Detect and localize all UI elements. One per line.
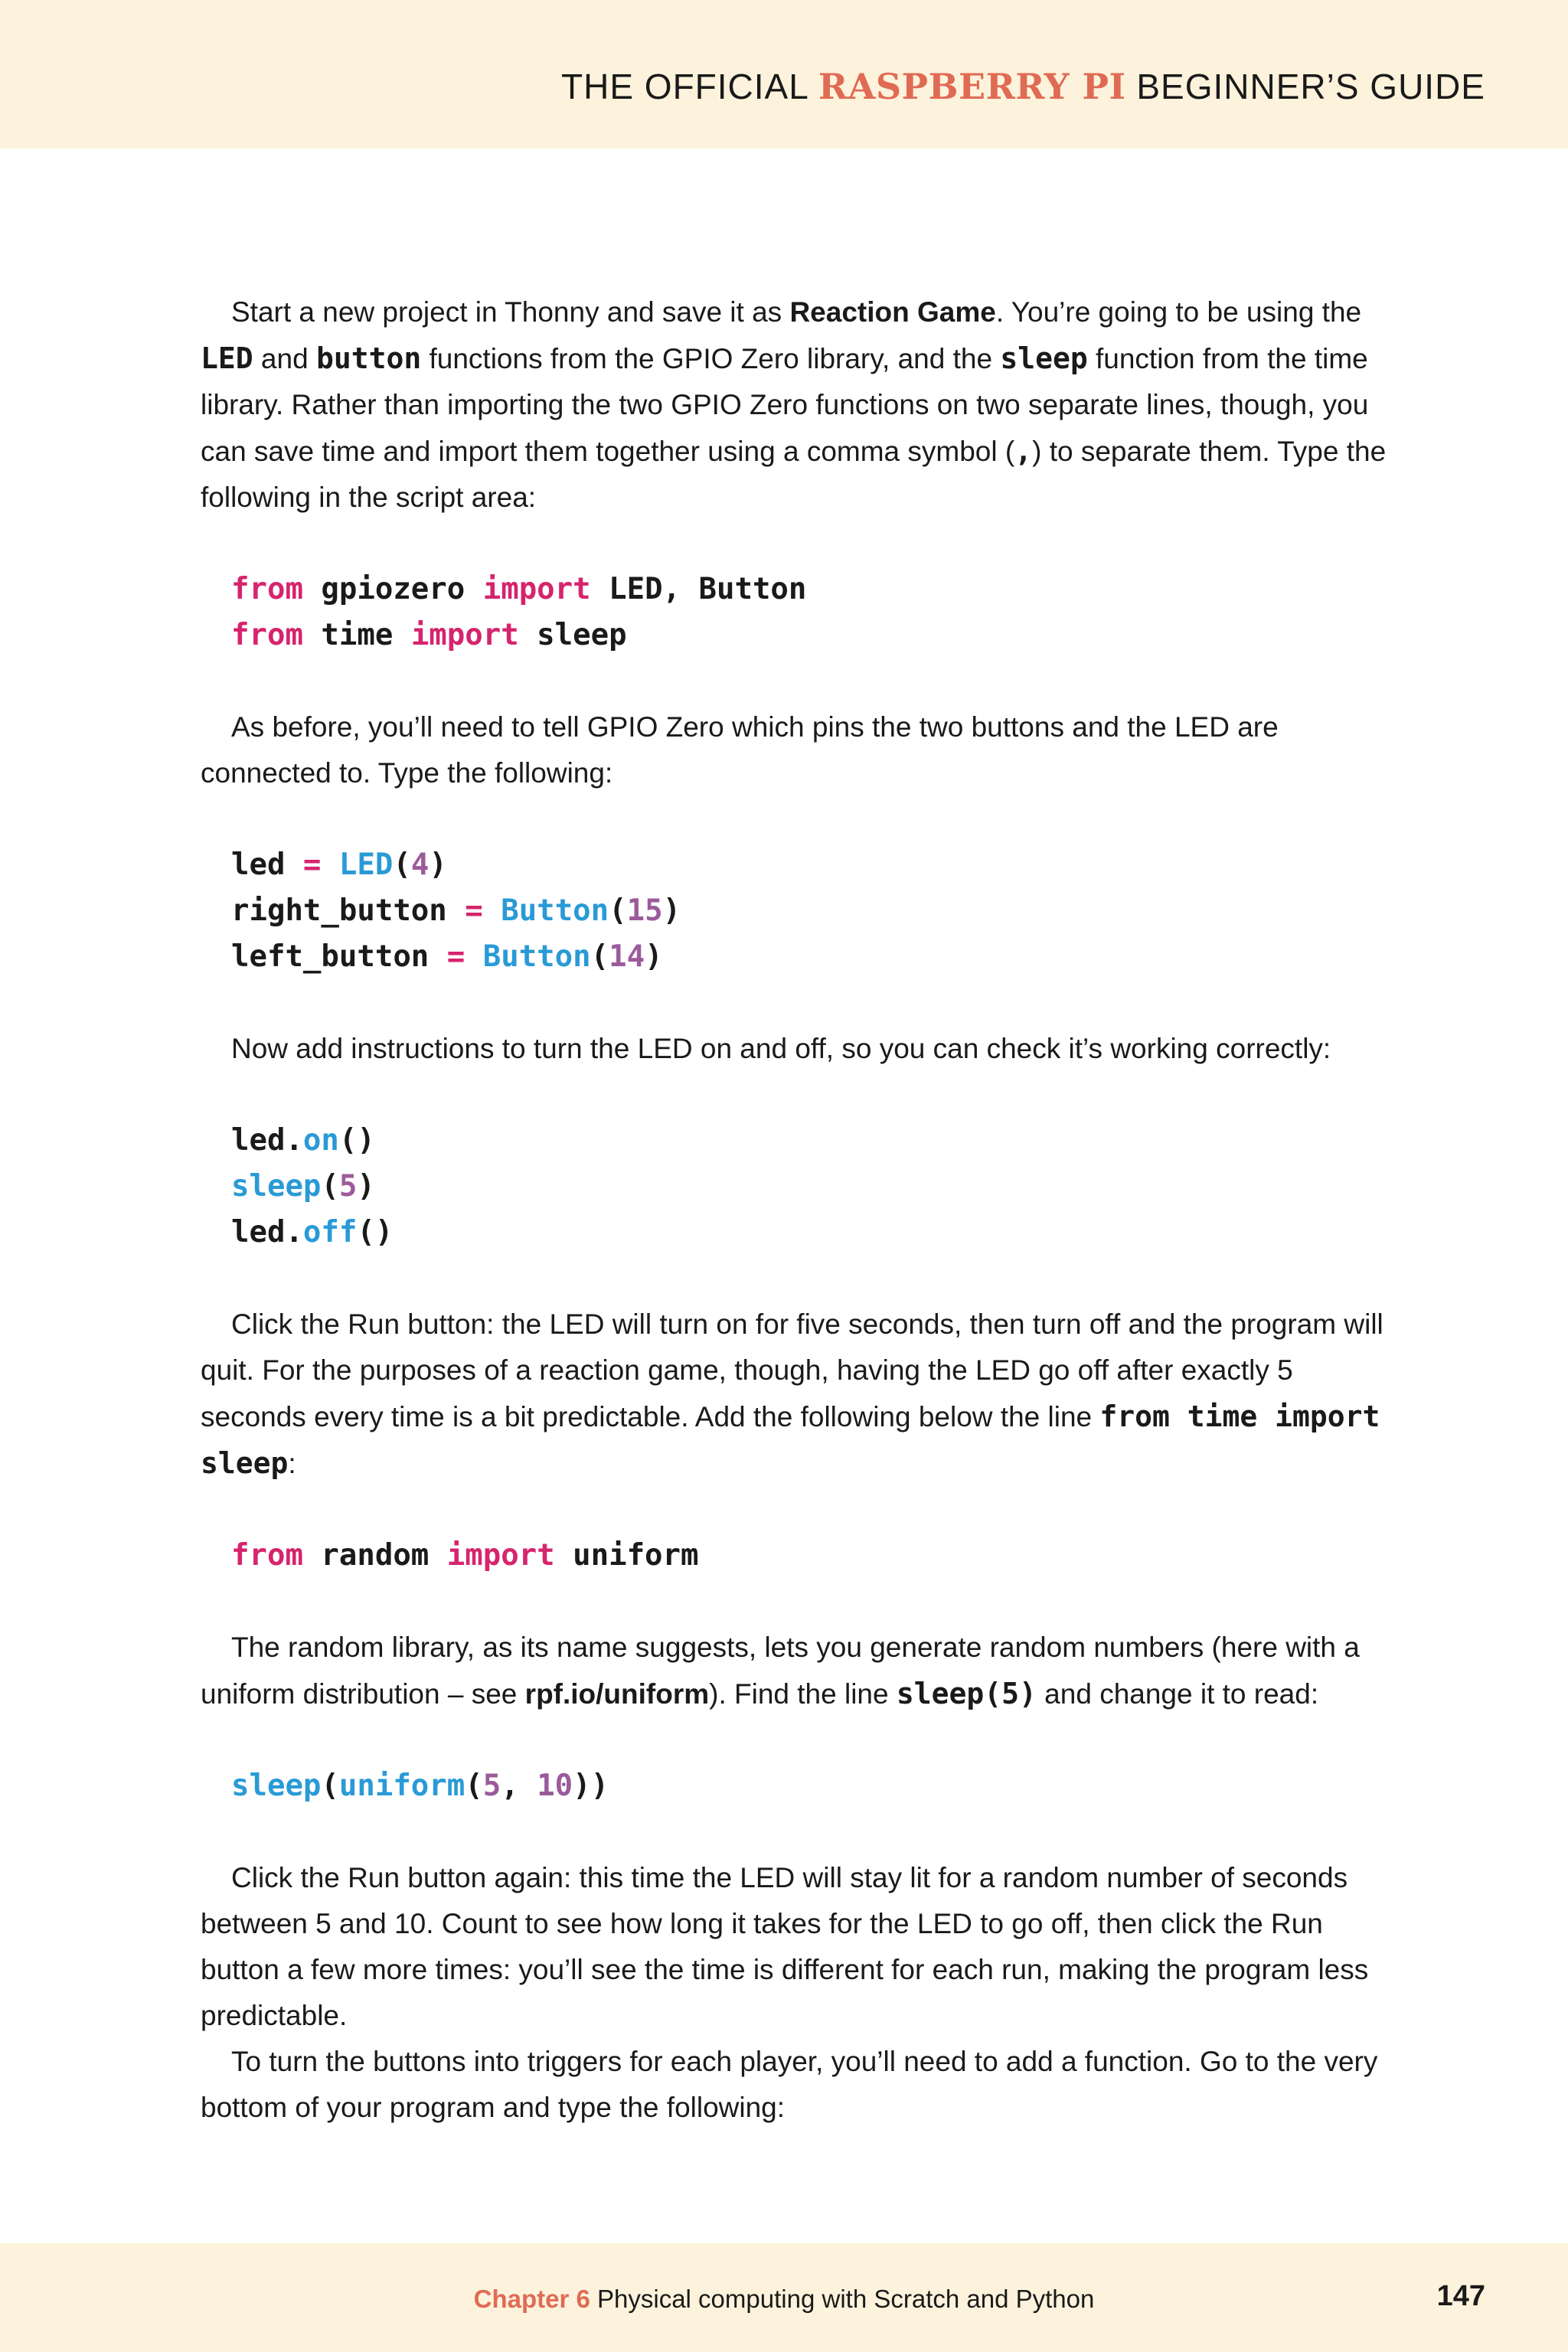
code-block-pins bbox=[231, 842, 1403, 980]
inline-code: sleep bbox=[1000, 341, 1088, 375]
code-operator: = bbox=[302, 848, 322, 882]
code-text: ( bbox=[590, 939, 609, 974]
code-text: ( bbox=[465, 1769, 483, 1803]
code-function: on bbox=[302, 1123, 339, 1158]
code-text: led. bbox=[231, 1215, 303, 1250]
code-line bbox=[231, 1533, 1403, 1579]
code-operator: = bbox=[465, 893, 483, 928]
chapter-title: Physical computing with Scratch and Python bbox=[590, 2285, 1095, 2313]
code-operator: = bbox=[446, 939, 466, 974]
code-text: , bbox=[501, 1769, 537, 1803]
text: and change it to read: bbox=[1036, 1678, 1319, 1710]
code-line bbox=[231, 888, 1403, 934]
text: and bbox=[253, 343, 316, 374]
inline-code: LED bbox=[201, 341, 253, 375]
code-line bbox=[231, 567, 1403, 612]
code-line bbox=[231, 612, 1403, 658]
code-keyword: import bbox=[446, 1538, 555, 1573]
code-block-uniform-sleep bbox=[231, 1763, 1403, 1809]
code-text: () bbox=[357, 1215, 394, 1250]
code-text: gpiozero bbox=[302, 572, 483, 606]
code-text: left_button bbox=[231, 939, 447, 974]
code-text: ) bbox=[357, 1169, 375, 1204]
code-text: led bbox=[231, 848, 303, 882]
text: ) to separate them. Type the following in the script area: bbox=[201, 436, 1387, 513]
page-body bbox=[201, 289, 1403, 2131]
code-function: sleep bbox=[231, 1769, 322, 1803]
book-title bbox=[561, 66, 1485, 107]
paragraph-random bbox=[201, 1625, 1403, 1717]
code-keyword: import bbox=[410, 618, 519, 652]
page-number: 147 bbox=[1436, 2280, 1485, 2312]
code-keyword: import bbox=[482, 572, 591, 606]
text: The random library, as its name suggests, lets you generate random numbers (here with a uniform distribution – see bbox=[201, 1632, 1360, 1710]
code-text: () bbox=[338, 1123, 375, 1158]
code-text: uniform bbox=[554, 1538, 699, 1573]
code-text bbox=[483, 893, 501, 928]
page-header bbox=[0, 0, 1568, 149]
paragraph-led-test: Now add instructions to turn the LED on and off, so you can check it’s working correctly: bbox=[231, 1033, 1331, 1064]
code-block-random-import bbox=[231, 1533, 1403, 1579]
code-function: LED bbox=[338, 848, 394, 882]
code-block-led-test bbox=[231, 1118, 1403, 1256]
paragraph-run-again: Click the Run button again: this time the LED will stay lit for a random number of seconds between 5 and 10. Count to see how long it takes for the LED to go off, then click the Run button a few more times: you’ll see the time is different for each run, making the program less predictable. bbox=[201, 1862, 1369, 2031]
inline-code: button bbox=[315, 341, 422, 375]
code-text: right_button bbox=[231, 893, 466, 928]
code-text: ( bbox=[321, 1169, 339, 1204]
book-title-brand: RASPBERRY PI bbox=[818, 66, 1126, 107]
book-title-prefix: THE OFFICIAL bbox=[561, 67, 818, 106]
code-text: LED, Button bbox=[590, 572, 807, 606]
code-text: ) bbox=[662, 893, 681, 928]
paragraph-run bbox=[201, 1302, 1403, 1487]
code-text: ( bbox=[393, 848, 411, 882]
code-text: random bbox=[302, 1538, 447, 1573]
code-line bbox=[231, 842, 1403, 888]
project-name: Reaction Game bbox=[789, 296, 996, 328]
code-text: led. bbox=[231, 1123, 303, 1158]
code-function: Button bbox=[501, 893, 609, 928]
text: Start a new project in Thonny and save it as bbox=[231, 296, 790, 328]
code-text: ( bbox=[321, 1769, 339, 1803]
code-number: 5 bbox=[482, 1769, 501, 1803]
text: functions from the GPIO Zero library, and the bbox=[421, 343, 1001, 374]
code-keyword: from bbox=[231, 1538, 303, 1573]
code-block-imports bbox=[231, 567, 1403, 658]
book-title-suffix: BEGINNER’S GUIDE bbox=[1125, 67, 1485, 106]
code-line bbox=[231, 1210, 1403, 1256]
code-text: ( bbox=[609, 893, 627, 928]
code-function: Button bbox=[482, 939, 591, 974]
code-line bbox=[231, 1763, 1403, 1809]
chapter-label: Chapter 6 bbox=[473, 2285, 590, 2313]
inline-code: , bbox=[1014, 434, 1033, 468]
text: function from the time library. Rather than importing the two GPIO Zero functions on two separate lines, though, you can save time and import them together using a comma symbol ( bbox=[201, 343, 1369, 467]
running-footer bbox=[0, 2285, 1568, 2314]
code-function: sleep bbox=[231, 1169, 322, 1204]
code-text: )) bbox=[573, 1769, 609, 1803]
inline-code: sleep(5) bbox=[896, 1677, 1037, 1710]
code-number: 4 bbox=[410, 848, 430, 882]
text: ). Find the line bbox=[709, 1678, 897, 1710]
paragraph-intro bbox=[201, 289, 1403, 521]
text: : bbox=[288, 1448, 296, 1479]
code-line bbox=[231, 1164, 1403, 1210]
page-footer bbox=[0, 2243, 1568, 2352]
code-number: 15 bbox=[626, 893, 663, 928]
text: . You’re going to be using the bbox=[995, 296, 1362, 328]
code-text: sleep bbox=[518, 618, 627, 652]
code-keyword: from bbox=[231, 572, 303, 606]
link-text: rpf.io/uniform bbox=[524, 1678, 710, 1710]
code-text: time bbox=[302, 618, 411, 652]
code-text: ) bbox=[645, 939, 663, 974]
code-function: uniform bbox=[338, 1769, 466, 1803]
inline-code: from time import sleep bbox=[201, 1400, 1380, 1480]
code-line bbox=[231, 934, 1403, 980]
paragraph-buttons: To turn the buttons into triggers for each player, you’ll need to add a function. Go to the very bottom of your program and type the following: bbox=[201, 2046, 1378, 2123]
code-text: ) bbox=[429, 848, 447, 882]
code-line bbox=[231, 1118, 1403, 1164]
text: Click the Run button: the LED will turn on for five seconds, then turn off and the program will quit. For the purposes of a reaction game, though, having the LED go off after exactly 5 seconds every time is a bit predictable. Add the following below the line bbox=[201, 1308, 1383, 1432]
code-text bbox=[321, 848, 338, 882]
code-text bbox=[465, 939, 482, 974]
code-keyword: from bbox=[231, 618, 303, 652]
code-number: 10 bbox=[537, 1769, 573, 1803]
code-function: off bbox=[302, 1215, 358, 1250]
paragraph-pins: As before, you’ll need to tell GPIO Zero which pins the two buttons and the LED are connected to. Type the following: bbox=[201, 711, 1279, 789]
code-number: 14 bbox=[609, 939, 645, 974]
code-number: 5 bbox=[338, 1169, 358, 1204]
